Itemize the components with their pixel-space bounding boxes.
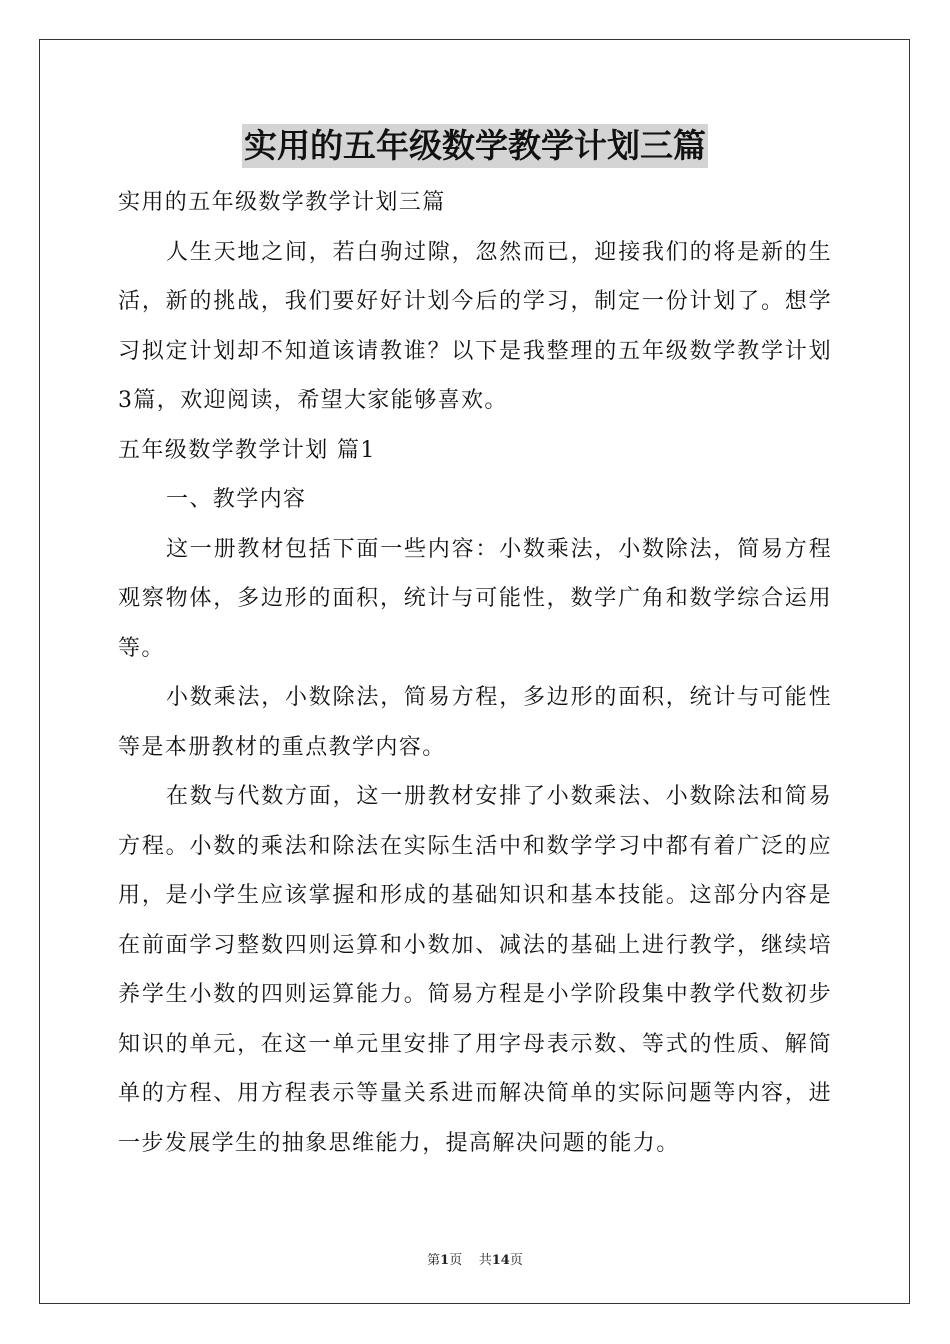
footer-page-mid: 页 共: [449, 1253, 492, 1268]
page-footer: [0, 1249, 950, 1268]
title-container: [0, 124, 950, 168]
paragraph-content-list: 这一册教材包括下面一些内容：小数乘法，小数除法，简易方程观察物体，多边形的面积，统计与可能性，数学广角和数学综合运用等。: [118, 536, 832, 661]
footer-page-prefix: 第: [427, 1253, 441, 1268]
paragraph-number-algebra: 在数与代数方面，这一册教材安排了小数乘法、小数除法和简易方程。小数的乘法和除法在实际生活中和数学学习中都有着广泛的应用，是小学生应该掌握和形成的基础知识和基本技能。这部分内容是在前面学习整数四则运算和小数加、减法的基础上进行教学，继续培养学生小数的四则运算能力。简易方程是小学阶段集中教学代数初步知识的单元，在这一单元里安排了用字母表示数、等式的性质、解简单的方程、用方程表示等量关系进而解决简单的实际问题等内容，进一步发展学生的抽象思维能力，提高解决问题的能力。: [118, 784, 832, 1156]
document-body: [118, 178, 832, 1168]
paragraph-subtitle: 实用的五年级数学教学计划三篇: [118, 190, 446, 215]
paragraph-key-content: 小数乘法，小数除法，简易方程，多边形的面积，统计与可能性等是本册教材的重点教学内容。: [118, 685, 832, 760]
document-title: 实用的五年级数学教学计划三篇: [242, 124, 708, 168]
footer-page-current: 1: [440, 1253, 450, 1268]
footer-page-suffix: 页: [509, 1253, 523, 1268]
footer-page-total: 14: [491, 1253, 510, 1268]
section-heading: 五年级数学教学计划 篇1: [118, 437, 376, 463]
subsection-heading: 一、教学内容: [166, 487, 307, 512]
paragraph-intro: 人生天地之间，若白驹过隙，忽然而已，迎接我们的将是新的生活，新的挑战，我们要好好计划今后的学习，制定一份计划了。想学习拟定计划却不知道该请教谁？以下是我整理的五年级数学教学计划3篇，欢迎阅读，希望大家能够喜欢。: [118, 239, 832, 413]
